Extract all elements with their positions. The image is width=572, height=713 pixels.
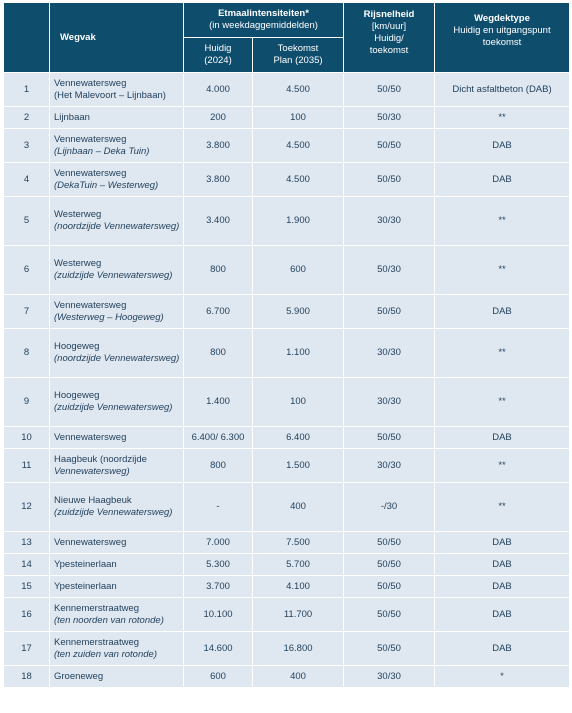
row-wegvak [50,427,184,449]
row-wegdek: DAB [435,427,570,449]
wegvak-sub: (ten zuiden van rotonde) [54,648,157,660]
header-rijsnelheid-sub2: toekomst [369,45,409,56]
row-number: 9 [4,378,50,427]
row-rijsnelheid: 30/30 [344,666,435,688]
row-number: 15 [4,576,50,598]
row-wegvak [50,554,184,576]
row-wegvak [50,295,184,329]
wegvak-name: Vennewatersweg [54,133,127,145]
wegvak-sub: (noordzijde Vennewatersweg) [54,353,180,364]
table-row [4,666,570,688]
row-toekomst: 4.500 [253,163,344,197]
row-huidig: 3.800 [184,129,253,163]
row-huidig: 800 [184,329,253,378]
wegvak-sub: (Lijnbaan – Deka Tuin) [54,145,150,157]
table-row [4,598,570,632]
row-number: 6 [4,246,50,295]
row-number: 1 [4,73,50,107]
row-number: 14 [4,554,50,576]
header-nr [4,3,50,73]
row-rijsnelheid: 50/50 [344,554,435,576]
row-wegdek: ** [435,197,570,246]
row-wegdek: DAB [435,632,570,666]
row-huidig: 200 [184,107,253,129]
header-etmaal-title: Etmaalintensiteiten* [218,8,309,19]
row-wegdek: DAB [435,163,570,197]
wegvak-name: Hoogeweg [54,341,100,352]
row-toekomst: 1.900 [253,197,344,246]
row-huidig: 600 [184,666,253,688]
table-row [4,483,570,532]
table-row [4,73,570,107]
row-wegdek: DAB [435,129,570,163]
row-wegvak [50,632,184,666]
header-toekomst-plan: Plan (2035) [273,55,323,66]
row-rijsnelheid: 50/50 [344,427,435,449]
row-wegvak [50,246,184,295]
row-number: 17 [4,632,50,666]
wegvak-name: Kennemerstraatweg [54,636,140,648]
row-toekomst: 16.800 [253,632,344,666]
header-wegdek-sub2: toekomst [482,37,522,48]
row-number: 4 [4,163,50,197]
row-wegdek: ** [435,246,570,295]
header-rijsnelheid-unit: [km/uur] [371,21,407,32]
table-row [4,197,570,246]
row-wegvak [50,378,184,427]
row-rijsnelheid: 50/50 [344,532,435,554]
row-huidig: 800 [184,449,253,483]
row-wegvak [50,598,184,632]
table-row [4,449,570,483]
row-toekomst: 7.500 [253,532,344,554]
table-row [4,295,570,329]
row-toekomst: 1.500 [253,449,344,483]
table-row [4,427,570,449]
wegvak-sub: (Het Malevoort – Lijnbaan) [54,89,166,101]
row-rijsnelheid: 50/50 [344,632,435,666]
row-number: 18 [4,666,50,688]
wegvak-name: Nieuwe Haagbeuk [54,495,132,506]
wegvak-sub: (zuidzijde Vennewatersweg) [54,402,173,413]
table-row [4,554,570,576]
row-huidig: 6.700 [184,295,253,329]
table-body [4,73,570,688]
row-wegvak [50,107,184,129]
row-wegdek: DAB [435,554,570,576]
wegvak-name: Westerweg [54,258,102,269]
wegvak-name: Haagbeuk (noordzijde [54,453,147,465]
header-wegvak: Wegvak [50,3,184,73]
header-toekomst [253,38,344,73]
wegvak-name: Vennewatersweg [54,77,127,89]
wegvak-name: Vennewatersweg [54,299,127,311]
row-wegdek: ** [435,107,570,129]
row-huidig: 5.300 [184,554,253,576]
row-number: 8 [4,329,50,378]
row-rijsnelheid: 50/30 [344,107,435,129]
row-toekomst: 1.100 [253,329,344,378]
header-wegdek [435,3,570,73]
row-wegdek: * [435,666,570,688]
row-toekomst: 11.700 [253,598,344,632]
row-rijsnelheid: 50/50 [344,163,435,197]
row-rijsnelheid: 50/50 [344,73,435,107]
header-wegdek-title: Wegdektype [474,13,530,24]
wegvak-sub: (DekaTuin – Westerweg) [54,179,159,191]
row-wegvak [50,73,184,107]
row-rijsnelheid: 50/50 [344,598,435,632]
row-wegdek: DAB [435,598,570,632]
row-toekomst: 400 [253,666,344,688]
wegvak-name: Vennewatersweg [54,167,127,179]
header-huidig [184,38,253,73]
header-rijsnelheid [344,3,435,73]
row-rijsnelheid: -/30 [344,483,435,532]
table-row [4,532,570,554]
row-number: 16 [4,598,50,632]
wegvak-name: Kennemerstraatweg [54,602,140,614]
wegvak-name: Ypesteinerlaan [54,580,117,592]
wegvak-name: Hoogeweg [54,390,100,401]
row-toekomst: 4.500 [253,129,344,163]
row-wegdek: ** [435,483,570,532]
wegvak-sub: (zuidzijde Vennewatersweg) [54,507,173,518]
row-wegdek: DAB [435,532,570,554]
row-huidig: 1.400 [184,378,253,427]
row-rijsnelheid: 50/30 [344,246,435,295]
row-wegvak [50,449,184,483]
wegvak-sub: Vennewatersweg) [54,465,130,477]
row-huidig: 10.100 [184,598,253,632]
row-rijsnelheid: 50/50 [344,576,435,598]
row-toekomst: 5.900 [253,295,344,329]
header-toekomst-label: Toekomst [277,43,319,54]
wegvak-sub: (zuidzijde Vennewatersweg) [54,270,173,281]
header-etmaal-sub: (in weekdaggemiddelden) [209,20,318,31]
header-huidig-label: Huidig [204,43,232,54]
wegvak-name: Vennewatersweg [54,431,127,443]
row-wegdek: DAB [435,576,570,598]
row-wegvak [50,163,184,197]
header-rijsnelheid-title: Rijsnelheid [363,9,415,20]
table-row [4,246,570,295]
table-header [4,3,570,73]
row-number: 3 [4,129,50,163]
header-rijsnelheid-sub1: Huidig/ [374,33,404,44]
row-toekomst: 600 [253,246,344,295]
row-toekomst: 4.500 [253,73,344,107]
row-toekomst: 100 [253,107,344,129]
row-huidig: 3.800 [184,163,253,197]
header-etmaal [184,3,344,38]
row-rijsnelheid: 50/50 [344,129,435,163]
row-rijsnelheid: 30/30 [344,329,435,378]
row-wegvak [50,329,184,378]
wegvak-name: Lijnbaan [54,111,90,123]
wegvak-sub: (ten noorden van rotonde) [54,614,164,626]
row-wegdek: DAB [435,295,570,329]
row-huidig: 4.000 [184,73,253,107]
table-row [4,329,570,378]
row-number: 12 [4,483,50,532]
row-rijsnelheid: 30/30 [344,197,435,246]
row-huidig: 6.400/ 6.300 [184,427,253,449]
row-toekomst: 400 [253,483,344,532]
row-rijsnelheid: 50/50 [344,295,435,329]
row-toekomst: 100 [253,378,344,427]
row-number: 10 [4,427,50,449]
row-wegvak [50,576,184,598]
row-wegvak [50,197,184,246]
wegvak-name: Westerweg [54,209,102,220]
wegvak-sub: (Westerweg – Hoogeweg) [54,311,164,323]
row-rijsnelheid: 30/30 [344,378,435,427]
header-wegdek-sub1: Huidig en uitgangspunt [453,25,551,36]
row-wegdek: ** [435,329,570,378]
row-toekomst: 4.100 [253,576,344,598]
header-huidig-year: (2024) [204,55,232,66]
row-wegvak [50,532,184,554]
row-huidig: - [184,483,253,532]
row-number: 13 [4,532,50,554]
traffic-table [3,3,570,688]
wegvak-name: Ypesteinerlaan [54,558,117,570]
row-wegdek: ** [435,449,570,483]
table-row [4,576,570,598]
table-row [4,129,570,163]
row-rijsnelheid: 30/30 [344,449,435,483]
row-wegvak [50,483,184,532]
row-number: 11 [4,449,50,483]
row-number: 7 [4,295,50,329]
row-wegvak [50,666,184,688]
wegvak-sub: (noordzijde Vennewatersweg) [54,221,180,232]
row-wegvak [50,129,184,163]
row-wegdek: Dicht asfaltbeton (DAB) [435,73,570,107]
row-huidig: 800 [184,246,253,295]
table-row [4,632,570,666]
wegvak-name: Groeneweg [54,670,104,682]
row-wegdek: ** [435,378,570,427]
row-toekomst: 5.700 [253,554,344,576]
row-huidig: 3.400 [184,197,253,246]
row-number: 2 [4,107,50,129]
row-huidig: 7.000 [184,532,253,554]
table-row [4,378,570,427]
table-row [4,163,570,197]
table-row [4,107,570,129]
row-huidig: 3.700 [184,576,253,598]
row-toekomst: 6.400 [253,427,344,449]
row-huidig: 14.600 [184,632,253,666]
wegvak-name: Vennewatersweg [54,536,127,548]
row-number: 5 [4,197,50,246]
